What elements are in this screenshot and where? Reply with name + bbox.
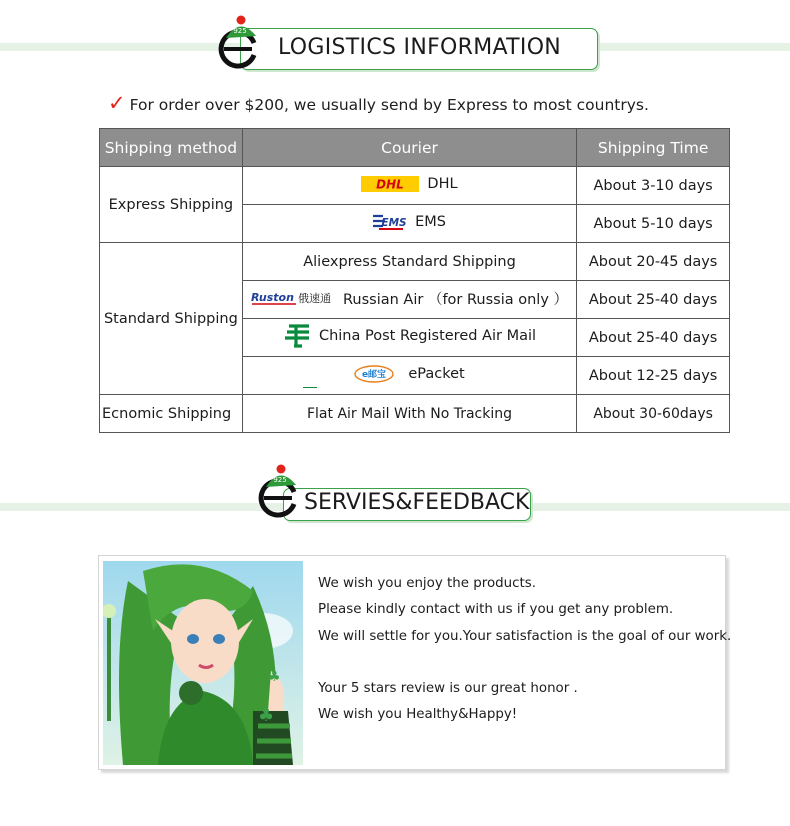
time-cell: About 12-25 days — [577, 357, 730, 395]
table-header-row — [100, 129, 730, 167]
logo-badge-text: 925 — [233, 27, 247, 35]
time-cell: About 5-10 days — [577, 205, 730, 243]
feedback-line — [318, 650, 731, 676]
order-notice-text: For order over $200, we usually send by Express to most countrys. — [129, 96, 649, 114]
china-post-logo-icon — [283, 324, 311, 348]
logistics-title: LOGISTICS INFORMATION — [278, 35, 562, 60]
feedback-title: SERVIES&FEEDBACK — [304, 490, 530, 515]
time-cell: About 25-40 days — [577, 319, 730, 357]
courier-cell — [242, 167, 576, 205]
time-cell: About 3-10 days — [577, 167, 730, 205]
courier-name: Russian Air （for Russia only ） — [342, 291, 569, 308]
ruston-logo-icon — [251, 289, 337, 307]
time-cell: About 30-60days — [577, 395, 730, 433]
epacket-underline-decor — [303, 387, 317, 388]
epacket-logo-icon — [354, 364, 394, 384]
order-notice — [108, 91, 649, 115]
dhl-logo-icon — [361, 176, 419, 192]
feedback-line: We wish you Healthy&Happy! — [318, 707, 518, 723]
header-shipping-method: Shipping method — [100, 129, 243, 167]
courier-cell: Flat Air Mail With No Tracking — [242, 395, 576, 433]
courier-cell: Aliexpress Standard Shipping — [242, 243, 576, 281]
shipping-table — [99, 128, 730, 433]
fairy-illustration — [103, 561, 303, 765]
courier-name: DHL — [427, 175, 458, 192]
courier-cell — [242, 281, 576, 319]
ems-logo-icon — [373, 213, 407, 231]
svg-text:e邮宝: e邮宝 — [362, 369, 387, 380]
feedback-box — [98, 555, 732, 770]
svg-text:♣: ♣ — [268, 669, 281, 685]
courier-name: ePacket — [408, 365, 465, 382]
svg-text:俄速通: 俄速通 — [297, 292, 331, 306]
courier-cell — [242, 357, 576, 395]
feedback-line: We wish you enjoy the products. — [318, 576, 536, 591]
brand-logo-icon — [256, 463, 304, 523]
feedback-line: Please kindly contact with us if you get any problem. — [318, 602, 674, 618]
method-express: Express Shipping — [100, 167, 243, 243]
feedback-line: We will settle for you.Your satisfaction is the goal of our work. — [318, 628, 732, 644]
brand-logo-icon — [216, 14, 264, 74]
svg-text:EMS: EMS — [381, 216, 407, 229]
svg-text:♣: ♣ — [258, 705, 275, 726]
feedback-line: Your 5 stars review is our great honor . — [318, 681, 578, 697]
table-row — [100, 243, 730, 281]
time-cell: About 20-45 days — [577, 243, 730, 281]
svg-text:Ruston: Ruston — [250, 291, 294, 305]
courier-name: China Post Registered Air Mail — [318, 327, 537, 344]
courier-cell — [242, 319, 576, 357]
feedback-message — [318, 571, 731, 729]
logo-badge-text: 925 — [273, 476, 287, 484]
time-cell: About 25-40 days — [577, 281, 730, 319]
svg-text:DHL: DHL — [376, 177, 405, 191]
table-row — [100, 395, 730, 433]
courier-cell — [242, 205, 576, 243]
check-icon: ✓ — [108, 91, 126, 115]
courier-name: EMS — [415, 213, 446, 230]
method-economic: Ecnomic Shipping — [100, 395, 243, 433]
header-courier: Courier — [242, 129, 576, 167]
header-shipping-time: Shipping Time — [577, 129, 730, 167]
table-row — [100, 167, 730, 205]
method-standard: Standard Shipping — [100, 243, 243, 395]
